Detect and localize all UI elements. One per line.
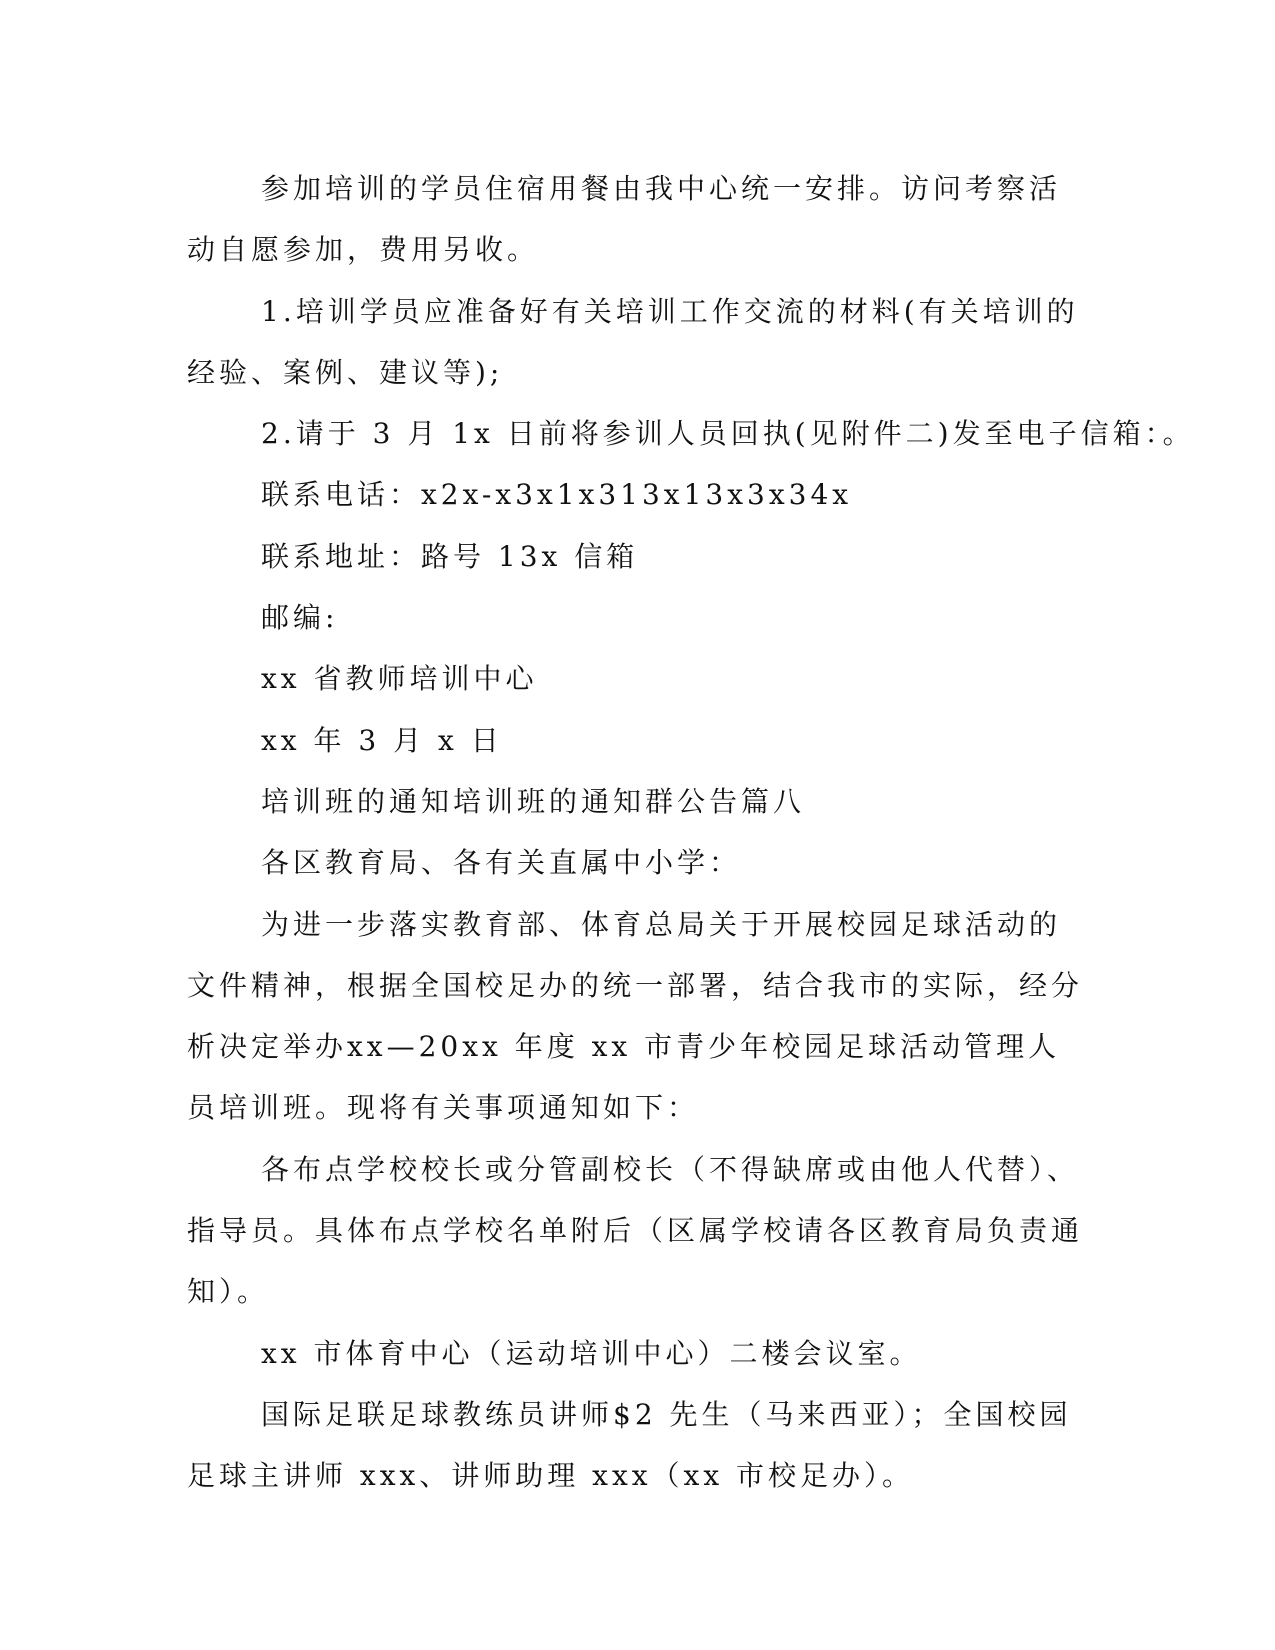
issuer-name: xx 省教师培训中心 bbox=[261, 662, 538, 696]
contact-address: 联系地址：路号 13x 信箱 bbox=[261, 539, 639, 573]
paragraph-accommodation: 参加培训的学员住宿用餐由我中心统一安排。访问考察活动自愿参加，费用另收。 bbox=[187, 172, 1062, 267]
postal-code: 邮编: bbox=[261, 601, 339, 635]
contact-phone: 联系电话：x2x-x3x1x313x13x3x34x bbox=[261, 478, 853, 512]
issue-date: xx 年 3 月 x 日 bbox=[261, 723, 503, 757]
paragraph-lecturers: 国际足联足球教练员讲师$2 先生（马来西亚）；全国校园足球主讲师 xxx、讲师助理 xxx（xx 市校足办）。 bbox=[187, 1397, 1072, 1493]
section-title: 培训班的通知培训班的通知群公告篇八 bbox=[261, 784, 806, 818]
paragraph-venue: xx 市体育中心（运动培训中心）二楼会议室。 bbox=[261, 1336, 922, 1370]
paragraph-participants: 各布点学校校长或分管副校长（不得缺席或由他人代替）、指导员。具体布点学校名单附后（区属学校请各区教育局负责通知）。 bbox=[187, 1152, 1084, 1309]
paragraph-purpose: 为进一步落实教育部、体育总局关于开展校园足球活动的文件精神，根据全国校足办的统一部署，结合我市的实际，经分析决定举办xx—20xx 年度 xx 市青少年校园足球活动管理人员培训班。现将有关事项通知如下： bbox=[187, 907, 1084, 1125]
document-body bbox=[187, 158, 1195, 1507]
salutation: 各区教育局、各有关直属中小学： bbox=[261, 846, 742, 880]
paragraph-item-2: 2.请于 3 月 1x 日前将参训人员回执(见附件二)发至电子信箱：。 bbox=[261, 417, 1195, 451]
paragraph-item-1: 1.培训学员应准备好有关培训工作交流的材料(有关培训的经验、案例、建议等); bbox=[187, 294, 1079, 389]
